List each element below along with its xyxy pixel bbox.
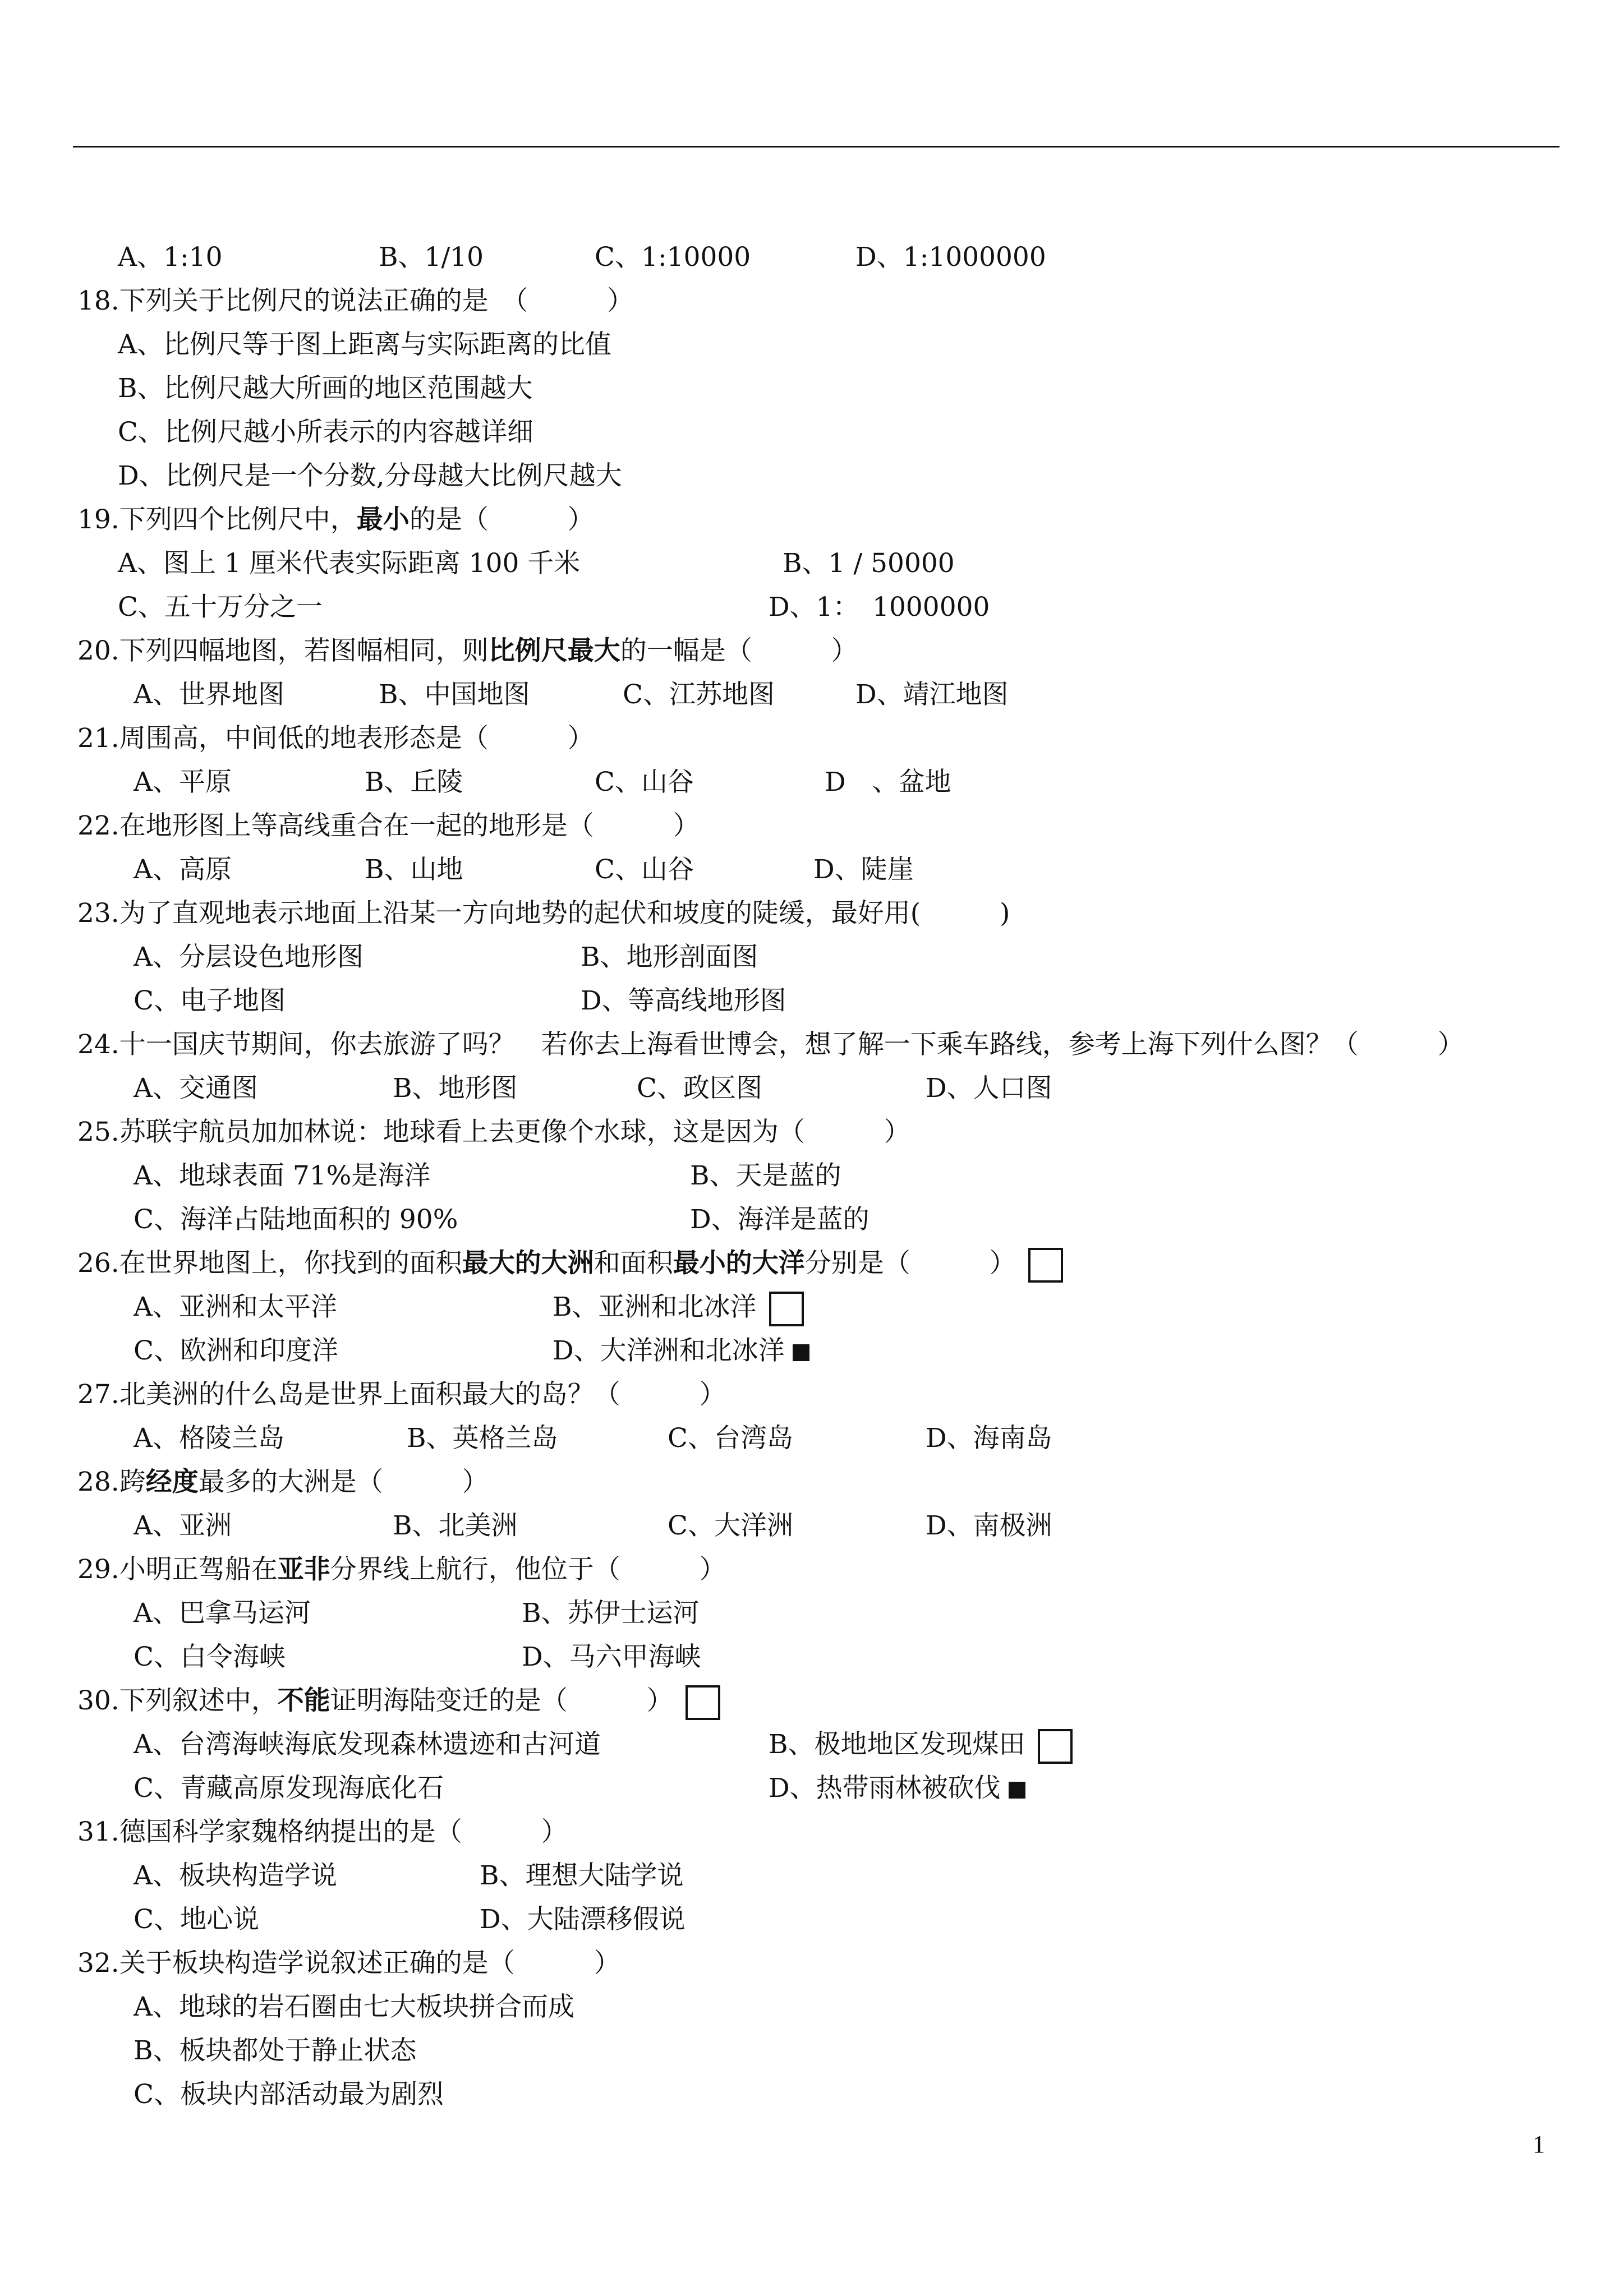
question-stem-text: 24.十一国庆节期间，你去旅游了吗？ 若你去上海看世博会，想了解一下乘车路线，参考上海下列什么图？（ ） bbox=[77, 1029, 1464, 1060]
option-text: B、中国地图 bbox=[379, 679, 530, 710]
answer-box bbox=[1028, 1248, 1063, 1283]
question-stem-text: 22.在地形图上等高线重合在一起的地形是（ ） bbox=[77, 810, 700, 841]
option-row bbox=[0, 1985, 1624, 2029]
option-text: D、人口图 bbox=[926, 1073, 1052, 1104]
filled-square-marker bbox=[793, 1344, 809, 1361]
option-row bbox=[0, 760, 1624, 804]
answer-box bbox=[686, 1685, 720, 1720]
stem-text-part: 和面积 bbox=[594, 1248, 673, 1279]
stem-text-part: 的一幅是（ ） bbox=[620, 635, 858, 666]
option-text: B、板块都处于静止状态 bbox=[134, 2035, 417, 2066]
filled-square-marker bbox=[1009, 1782, 1025, 1799]
option-text: A、交通图 bbox=[134, 1073, 258, 1104]
option-text: C、大洋洲 bbox=[668, 1510, 793, 1541]
question-stem-text: 23.为了直观地表示地面上沿某一方向地势的起伏和坡度的陡缓，最好用( ) bbox=[77, 898, 1010, 929]
option-text: C、山谷 bbox=[595, 767, 694, 797]
option-text: D、海洋是蓝的 bbox=[690, 1204, 869, 1235]
stem-text-part: 证明海陆变迁的是（ ） bbox=[330, 1685, 673, 1716]
option-text: A、比例尺等于图上距离与实际距离的比值 bbox=[118, 329, 611, 360]
question-stem-text bbox=[77, 1679, 720, 1723]
option-text: B、理想大陆学说 bbox=[480, 1860, 684, 1891]
option-text: A、格陵兰岛 bbox=[134, 1423, 284, 1454]
question-stem-text: 21.周围高，中间低的地表形态是（ ） bbox=[77, 723, 594, 754]
option-text: C、比例尺越小所表示的内容越详细 bbox=[118, 417, 533, 448]
option-row bbox=[0, 673, 1624, 717]
option-text: C、欧洲和印度洋 bbox=[134, 1335, 338, 1366]
question-stem-text bbox=[77, 1548, 726, 1592]
answer-box bbox=[769, 1292, 804, 1326]
question-stem-text bbox=[77, 498, 594, 542]
option-row bbox=[0, 1285, 1624, 1329]
option-row bbox=[0, 1504, 1624, 1548]
option-text: D、1： 1000000 bbox=[769, 592, 990, 623]
question-stem bbox=[0, 1679, 1624, 1723]
option-text: B、地形剖面图 bbox=[581, 942, 758, 972]
option-text: A、亚洲和太平洋 bbox=[134, 1292, 337, 1322]
option-text: C、1:10000 bbox=[595, 242, 751, 273]
stem-text-part: 分界线上航行，他位于（ ） bbox=[330, 1554, 726, 1585]
option-text: C、台湾岛 bbox=[668, 1423, 793, 1454]
question-stem bbox=[0, 804, 1624, 848]
emphasis-text: 最小的大洋 bbox=[673, 1248, 805, 1279]
question-stem-text bbox=[77, 1242, 1063, 1285]
question-stem-text: 31.德国科学家魏格纳提出的是（ ） bbox=[77, 1816, 568, 1847]
option-text: A、分层设色地形图 bbox=[134, 942, 364, 972]
option-text: A、巴拿马运河 bbox=[134, 1598, 311, 1629]
question-list bbox=[0, 236, 1624, 2117]
option-text: C、青藏高原发现海底化石 bbox=[134, 1773, 444, 1804]
emphasis-text: 比例尺最大 bbox=[488, 635, 620, 666]
option-row bbox=[0, 1198, 1624, 1242]
emphasis-text: 不能 bbox=[277, 1685, 330, 1716]
emphasis-text: 经度 bbox=[145, 1467, 199, 1497]
option-row bbox=[0, 323, 1624, 367]
option-text: C、五十万分之一 bbox=[118, 592, 323, 623]
option-text: D、靖江地图 bbox=[855, 679, 1009, 710]
question-stem bbox=[0, 498, 1624, 542]
stem-text-part: 29.小明正驾船在 bbox=[77, 1554, 278, 1585]
option-row bbox=[0, 935, 1624, 979]
option-text: C、江苏地图 bbox=[623, 679, 775, 710]
option-row bbox=[0, 1723, 1624, 1767]
option-row bbox=[0, 1154, 1624, 1198]
stem-text-part: 的是（ ） bbox=[409, 504, 594, 535]
option-text: D、陡崖 bbox=[813, 854, 914, 885]
question-stem bbox=[0, 717, 1624, 760]
option-row bbox=[0, 367, 1624, 411]
option-text: D、海南岛 bbox=[926, 1423, 1052, 1454]
stem-text-part: 20.下列四幅地图，若图幅相同，则 bbox=[77, 635, 489, 666]
option-text: D、等高线地形图 bbox=[581, 985, 786, 1016]
option-text: C、白令海峡 bbox=[134, 1642, 286, 1672]
question-stem bbox=[0, 1023, 1624, 1067]
stem-text-part: 28.跨 bbox=[77, 1467, 146, 1497]
option-text: D、热带雨林被砍伐 bbox=[769, 1767, 1025, 1810]
option-row bbox=[0, 1635, 1624, 1679]
option-text: A、世界地图 bbox=[134, 679, 284, 710]
option-text: A、地球表面 71%是海洋 bbox=[134, 1160, 431, 1191]
option-row bbox=[0, 585, 1624, 629]
question-stem bbox=[0, 1942, 1624, 1985]
option-text: B、山地 bbox=[365, 854, 463, 885]
option-text: B、比例尺越大所画的地区范围越大 bbox=[118, 373, 533, 404]
option-text: A、图上 1 厘米代表实际距离 100 千米 bbox=[118, 548, 581, 579]
option-text: A、亚洲 bbox=[134, 1510, 232, 1541]
question-stem bbox=[0, 1810, 1624, 1854]
option-row bbox=[0, 1329, 1624, 1373]
option-text: B、地形图 bbox=[393, 1073, 518, 1104]
option-text: B、亚洲和北冰洋 bbox=[553, 1285, 804, 1329]
option-text: B、丘陵 bbox=[365, 767, 463, 797]
option-text: A、地球的岩石圈由七大板块拼合而成 bbox=[134, 1991, 574, 2022]
question-stem-text: 27.北美洲的什么岛是世界上面积最大的岛？（ ） bbox=[77, 1379, 726, 1410]
option-row bbox=[0, 848, 1624, 892]
option-text: B、1/10 bbox=[379, 242, 484, 273]
option-text: A、高原 bbox=[134, 854, 232, 885]
stem-text-part: 26.在世界地图上，你找到的面积 bbox=[77, 1248, 462, 1279]
question-stem bbox=[0, 1373, 1624, 1417]
question-stem-text bbox=[77, 629, 858, 673]
option-text: C、地心说 bbox=[134, 1904, 259, 1935]
option-text: D、1:1000000 bbox=[855, 242, 1046, 273]
option-text: A、台湾海峡海底发现森林遗迹和古河道 bbox=[134, 1729, 601, 1760]
option-row bbox=[0, 979, 1624, 1023]
emphasis-text: 最小 bbox=[356, 504, 410, 535]
question-stem bbox=[0, 892, 1624, 935]
option-text: A、1:10 bbox=[118, 242, 223, 273]
stem-text-part: 30.下列叙述中， bbox=[77, 1685, 278, 1716]
option-text: D 、盆地 bbox=[825, 767, 951, 797]
stem-text-part: 分别是（ ） bbox=[804, 1248, 1016, 1279]
question-stem-text: 32.关于板块构造学说叙述正确的是（ ） bbox=[77, 1948, 620, 1979]
option-row bbox=[0, 1592, 1624, 1635]
question-stem bbox=[0, 1110, 1624, 1154]
question-stem-text: 25.苏联宇航员加加林说：地球看上去更像个水球，这是因为（ ） bbox=[77, 1117, 910, 1147]
question-stem bbox=[0, 629, 1624, 673]
option-row bbox=[0, 2029, 1624, 2073]
option-row bbox=[0, 454, 1624, 498]
option-text: B、1 / 50000 bbox=[783, 548, 955, 579]
option-text: A、板块构造学说 bbox=[134, 1860, 337, 1891]
option-text: A、平原 bbox=[134, 767, 232, 797]
header-rule bbox=[73, 146, 1559, 147]
option-text: B、英格兰岛 bbox=[407, 1423, 558, 1454]
question-stem bbox=[0, 1460, 1624, 1504]
option-text: B、苏伊士运河 bbox=[522, 1598, 700, 1629]
emphasis-text: 亚非 bbox=[277, 1554, 330, 1585]
option-row bbox=[0, 1854, 1624, 1898]
question-stem bbox=[0, 1548, 1624, 1592]
stem-text-part: 最多的大洲是（ ） bbox=[198, 1467, 489, 1497]
option-text: B、北美洲 bbox=[393, 1510, 518, 1541]
option-text: C、海洋占陆地面积的 90% bbox=[134, 1204, 458, 1235]
stem-text-part: 19.下列四个比例尺中， bbox=[77, 504, 357, 535]
question-stem-text: 18.下列关于比例尺的说法正确的是 （ ） bbox=[77, 285, 634, 316]
emphasis-text: 最大的大洲 bbox=[462, 1248, 594, 1279]
option-text: D、马六甲海峡 bbox=[522, 1642, 701, 1672]
question-stem-text bbox=[77, 1460, 489, 1504]
option-row bbox=[0, 1417, 1624, 1460]
option-row bbox=[0, 1767, 1624, 1810]
option-row bbox=[0, 236, 1624, 279]
option-text: D、大陆漂移假说 bbox=[480, 1904, 686, 1935]
option-text: C、板块内部活动最为剧烈 bbox=[134, 2079, 444, 2110]
page-number: 1 bbox=[1533, 2131, 1545, 2158]
option-text: B、天是蓝的 bbox=[690, 1160, 841, 1191]
option-text: C、电子地图 bbox=[134, 985, 286, 1016]
question-stem bbox=[0, 279, 1624, 323]
option-row bbox=[0, 2073, 1624, 2117]
option-text: D、大洋洲和北冰洋 bbox=[553, 1329, 809, 1373]
option-text: C、山谷 bbox=[595, 854, 694, 885]
option-row bbox=[0, 1898, 1624, 1942]
option-text: B、极地地区发现煤田 bbox=[769, 1723, 1073, 1767]
option-text: D、南极洲 bbox=[926, 1510, 1052, 1541]
answer-box bbox=[1038, 1729, 1073, 1764]
option-row bbox=[0, 1067, 1624, 1110]
option-text: D、比例尺是一个分数,分母越大比例尺越大 bbox=[118, 460, 622, 491]
option-text: C、政区图 bbox=[637, 1073, 762, 1104]
question-stem bbox=[0, 1242, 1624, 1285]
option-row bbox=[0, 411, 1624, 454]
option-row bbox=[0, 542, 1624, 585]
